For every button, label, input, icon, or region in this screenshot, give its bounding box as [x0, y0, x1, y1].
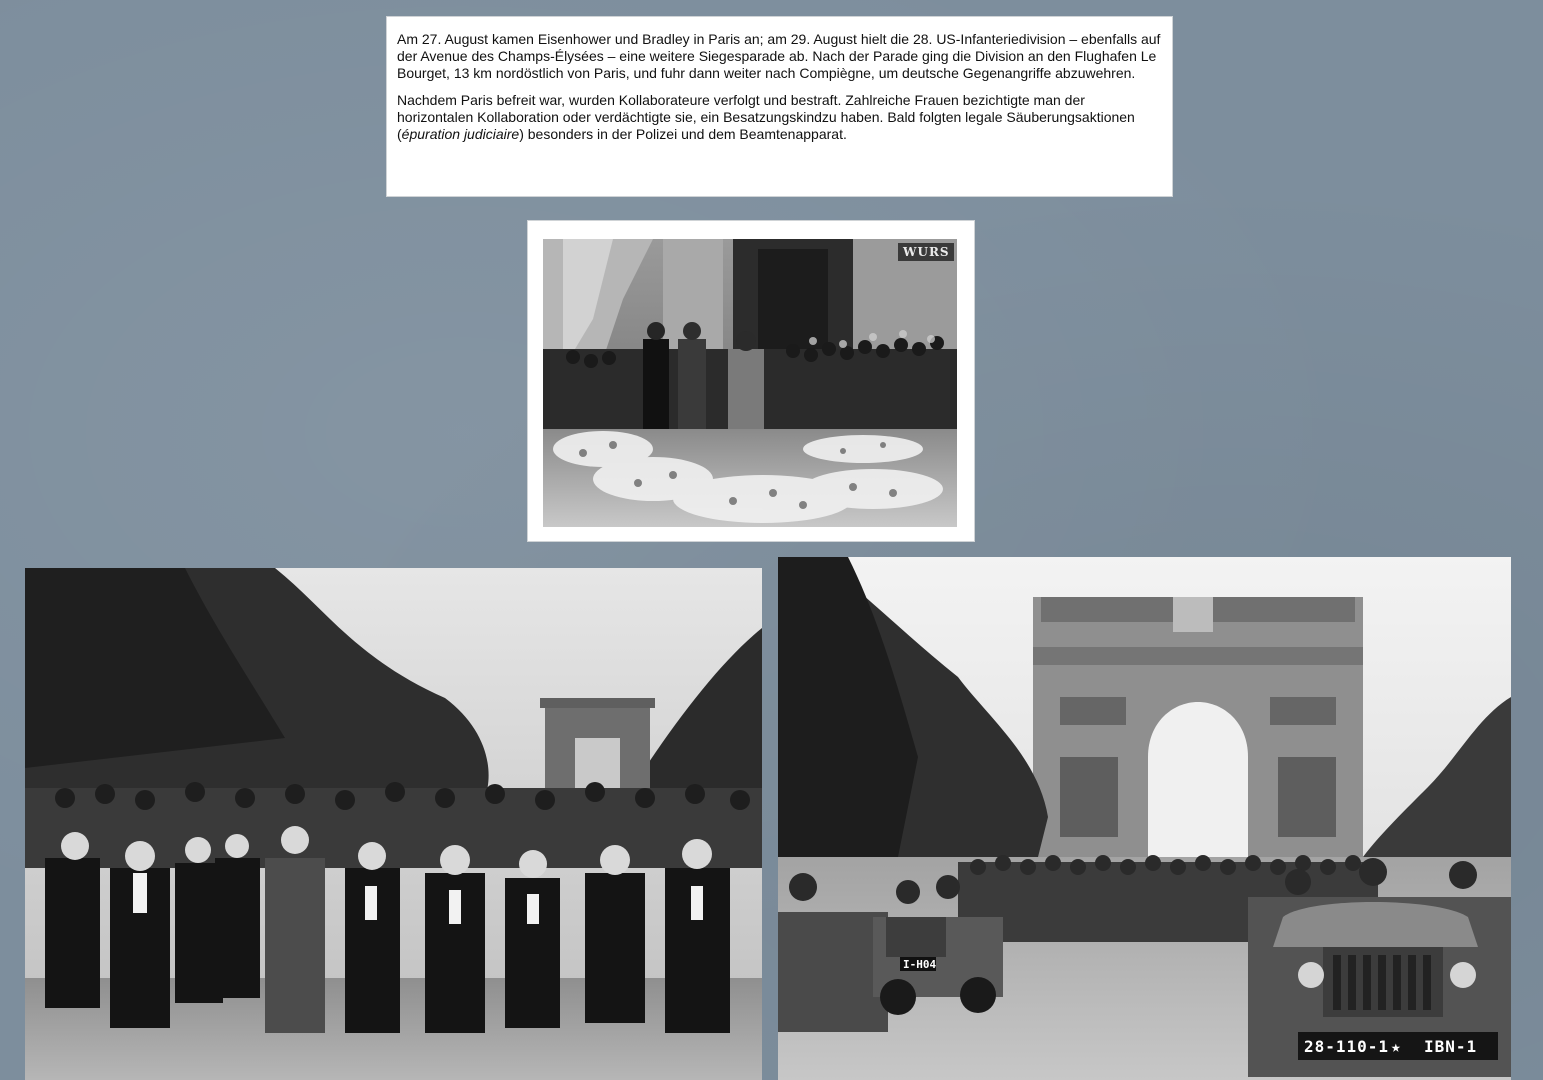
photo-wreath-ceremony-image: [543, 239, 957, 527]
caption-paragraph-1: Am 27. August kamen Eisenhower und Bradley in Paris an; am 29. August hielt die 28. US-Infanteriedivision – ebenfalls auf der Avenue des Champs-Élysées – eine weitere Siegesparade ab. Nach der Parade ging die Division an den Flughafen Le Bourget, 13 km nordöstlich von Paris, und fuhr dann weiter nach Compiègne, um deutsche Gegenangriffe abzuwehren.: [397, 31, 1161, 81]
photo-division-parade: [778, 557, 1511, 1080]
caption-paragraph-2-text-a: Nachdem Paris befreit war, wurden Kollaborateure verfolgt und bestraft. Zahlreiche Frauen bezichtigte man der horizontalen Kollaboration oder verdächtigte sie, ein Besatzungskindzu haben. Bald folgten legale Säuberungsaktionen (: [397, 92, 1135, 142]
photo-officials-march-image: [25, 568, 762, 1080]
caption-card: [386, 16, 1173, 197]
photo-division-parade-image: [778, 557, 1511, 1080]
caption-paragraph-2-text-b: ) besonders in der Polizei und dem Beamtenapparat.: [519, 126, 847, 142]
photo-wreath-ceremony: [543, 239, 957, 527]
arch-inscription: WURS: [903, 245, 950, 259]
jeep-plate-right: IBN-1: [1424, 1037, 1478, 1056]
jeep-plate-left: 28-110-1: [1304, 1037, 1390, 1056]
photo-officials-march: [25, 568, 762, 1080]
jeep-plate-star: ★: [1391, 1037, 1402, 1056]
caption-paragraph-2-italic: épuration judiciaire: [401, 126, 520, 142]
caption-paragraph-2: [397, 92, 1162, 143]
jeep-small-plate: I-H04: [903, 958, 937, 971]
